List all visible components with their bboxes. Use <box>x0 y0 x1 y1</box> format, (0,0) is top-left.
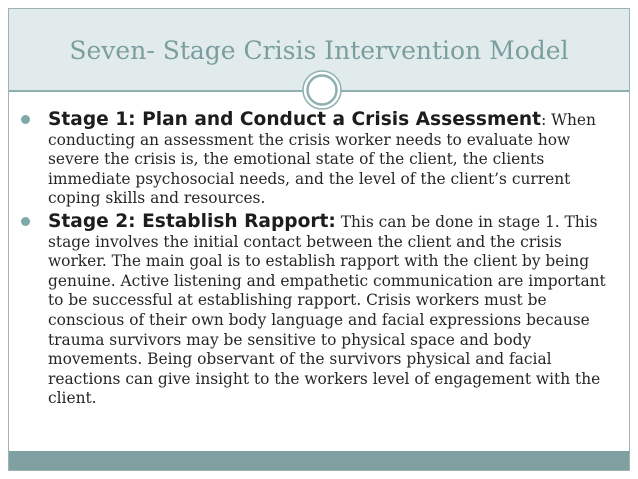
slide-title: Seven- Stage Crisis Intervention Model <box>69 36 569 65</box>
slide <box>8 8 630 471</box>
bullet-body: This can be done in stage 1. This stage involves the initial contact between the client and the crisis worker. The main goal is to establish rapport with the client by being genuine. Active listening and empathetic communication are important to be successful at establishing rapport. Crisis workers must be conscious of their own body language and facial expressions because trauma survivors may be sensitive to physical space and body movements. Being observant of the survivors physical and facial reactions can give insight to the workers level of engagement with the client. <box>48 212 606 408</box>
circle-ornament-icon <box>302 70 342 110</box>
bullet-dot-icon <box>21 217 30 226</box>
list-item <box>18 110 622 209</box>
bullet-list <box>18 110 622 412</box>
list-item <box>18 212 622 409</box>
footer-band <box>9 451 629 470</box>
bullet-dot-icon <box>21 115 30 124</box>
bullet-heading: Stage 2: Establish Rapport: <box>48 210 336 232</box>
bullet-body: : When conducting an assessment the crisis worker needs to evaluate how severe the crisis is, the emotional state of the client, the clients immediate psychosocial needs, and the level of the client’s current coping skills and resources. <box>48 111 596 208</box>
bullet-heading: Stage 1: Plan and Conduct a Crisis Assessment <box>48 109 542 130</box>
